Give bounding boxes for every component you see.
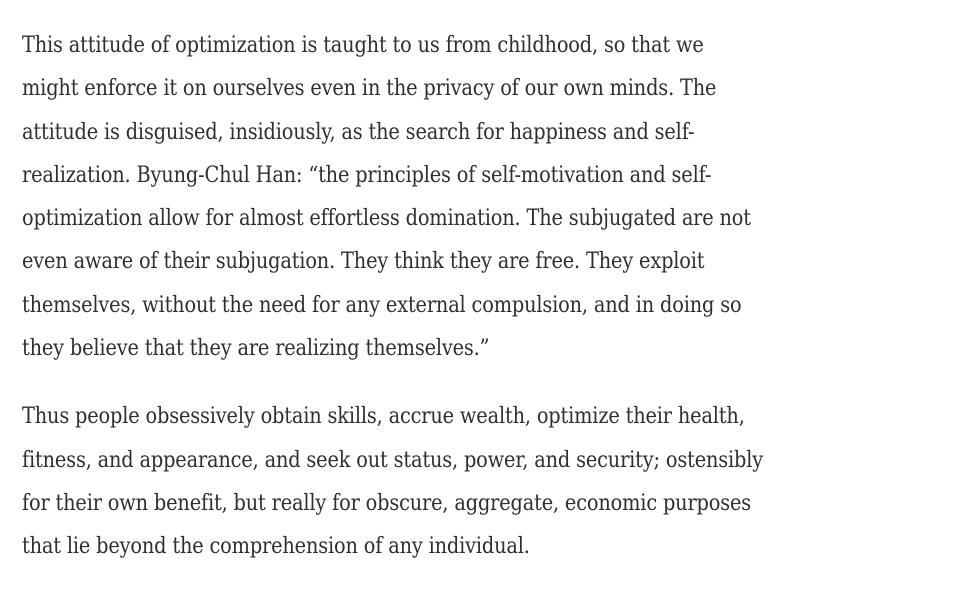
text-line: even aware of their subjugation. They think they are free. They exploit bbox=[22, 248, 705, 275]
text-line: might enforce it on ourselves even in the privacy of our own minds. The bbox=[22, 75, 717, 102]
text-line: for their own benefit, but really for obscure, aggregate, economic purposes bbox=[22, 489, 752, 516]
text-line: Thus people obsessively obtain skills, accrue wealth, optimize their health, bbox=[22, 403, 745, 430]
text-line: attitude is disguised, insidiously, as the search for happiness and self- bbox=[22, 118, 695, 145]
text-line: This attitude of optimization is taught to us from childhood, so that we bbox=[22, 32, 704, 58]
text-line: optimization allow for almost effortless domination. The subjugated are not bbox=[22, 205, 751, 232]
text-line: realization. Byung-Chul Han: “the principles of self-motivation and self- bbox=[22, 161, 712, 188]
paragraph-1 bbox=[22, 24, 952, 370]
text-line: they believe that they are realizing themselves.” bbox=[22, 335, 490, 362]
text-line: fitness, and appearance, and seek out status, power, and security; ostensibly bbox=[22, 446, 764, 473]
text-line: that lie beyond the comprehension of any individual. bbox=[22, 533, 530, 560]
paragraph-2 bbox=[22, 395, 952, 568]
text-line: themselves, without the need for any external compulsion, and in doing so bbox=[22, 291, 742, 318]
article-body bbox=[22, 24, 952, 569]
